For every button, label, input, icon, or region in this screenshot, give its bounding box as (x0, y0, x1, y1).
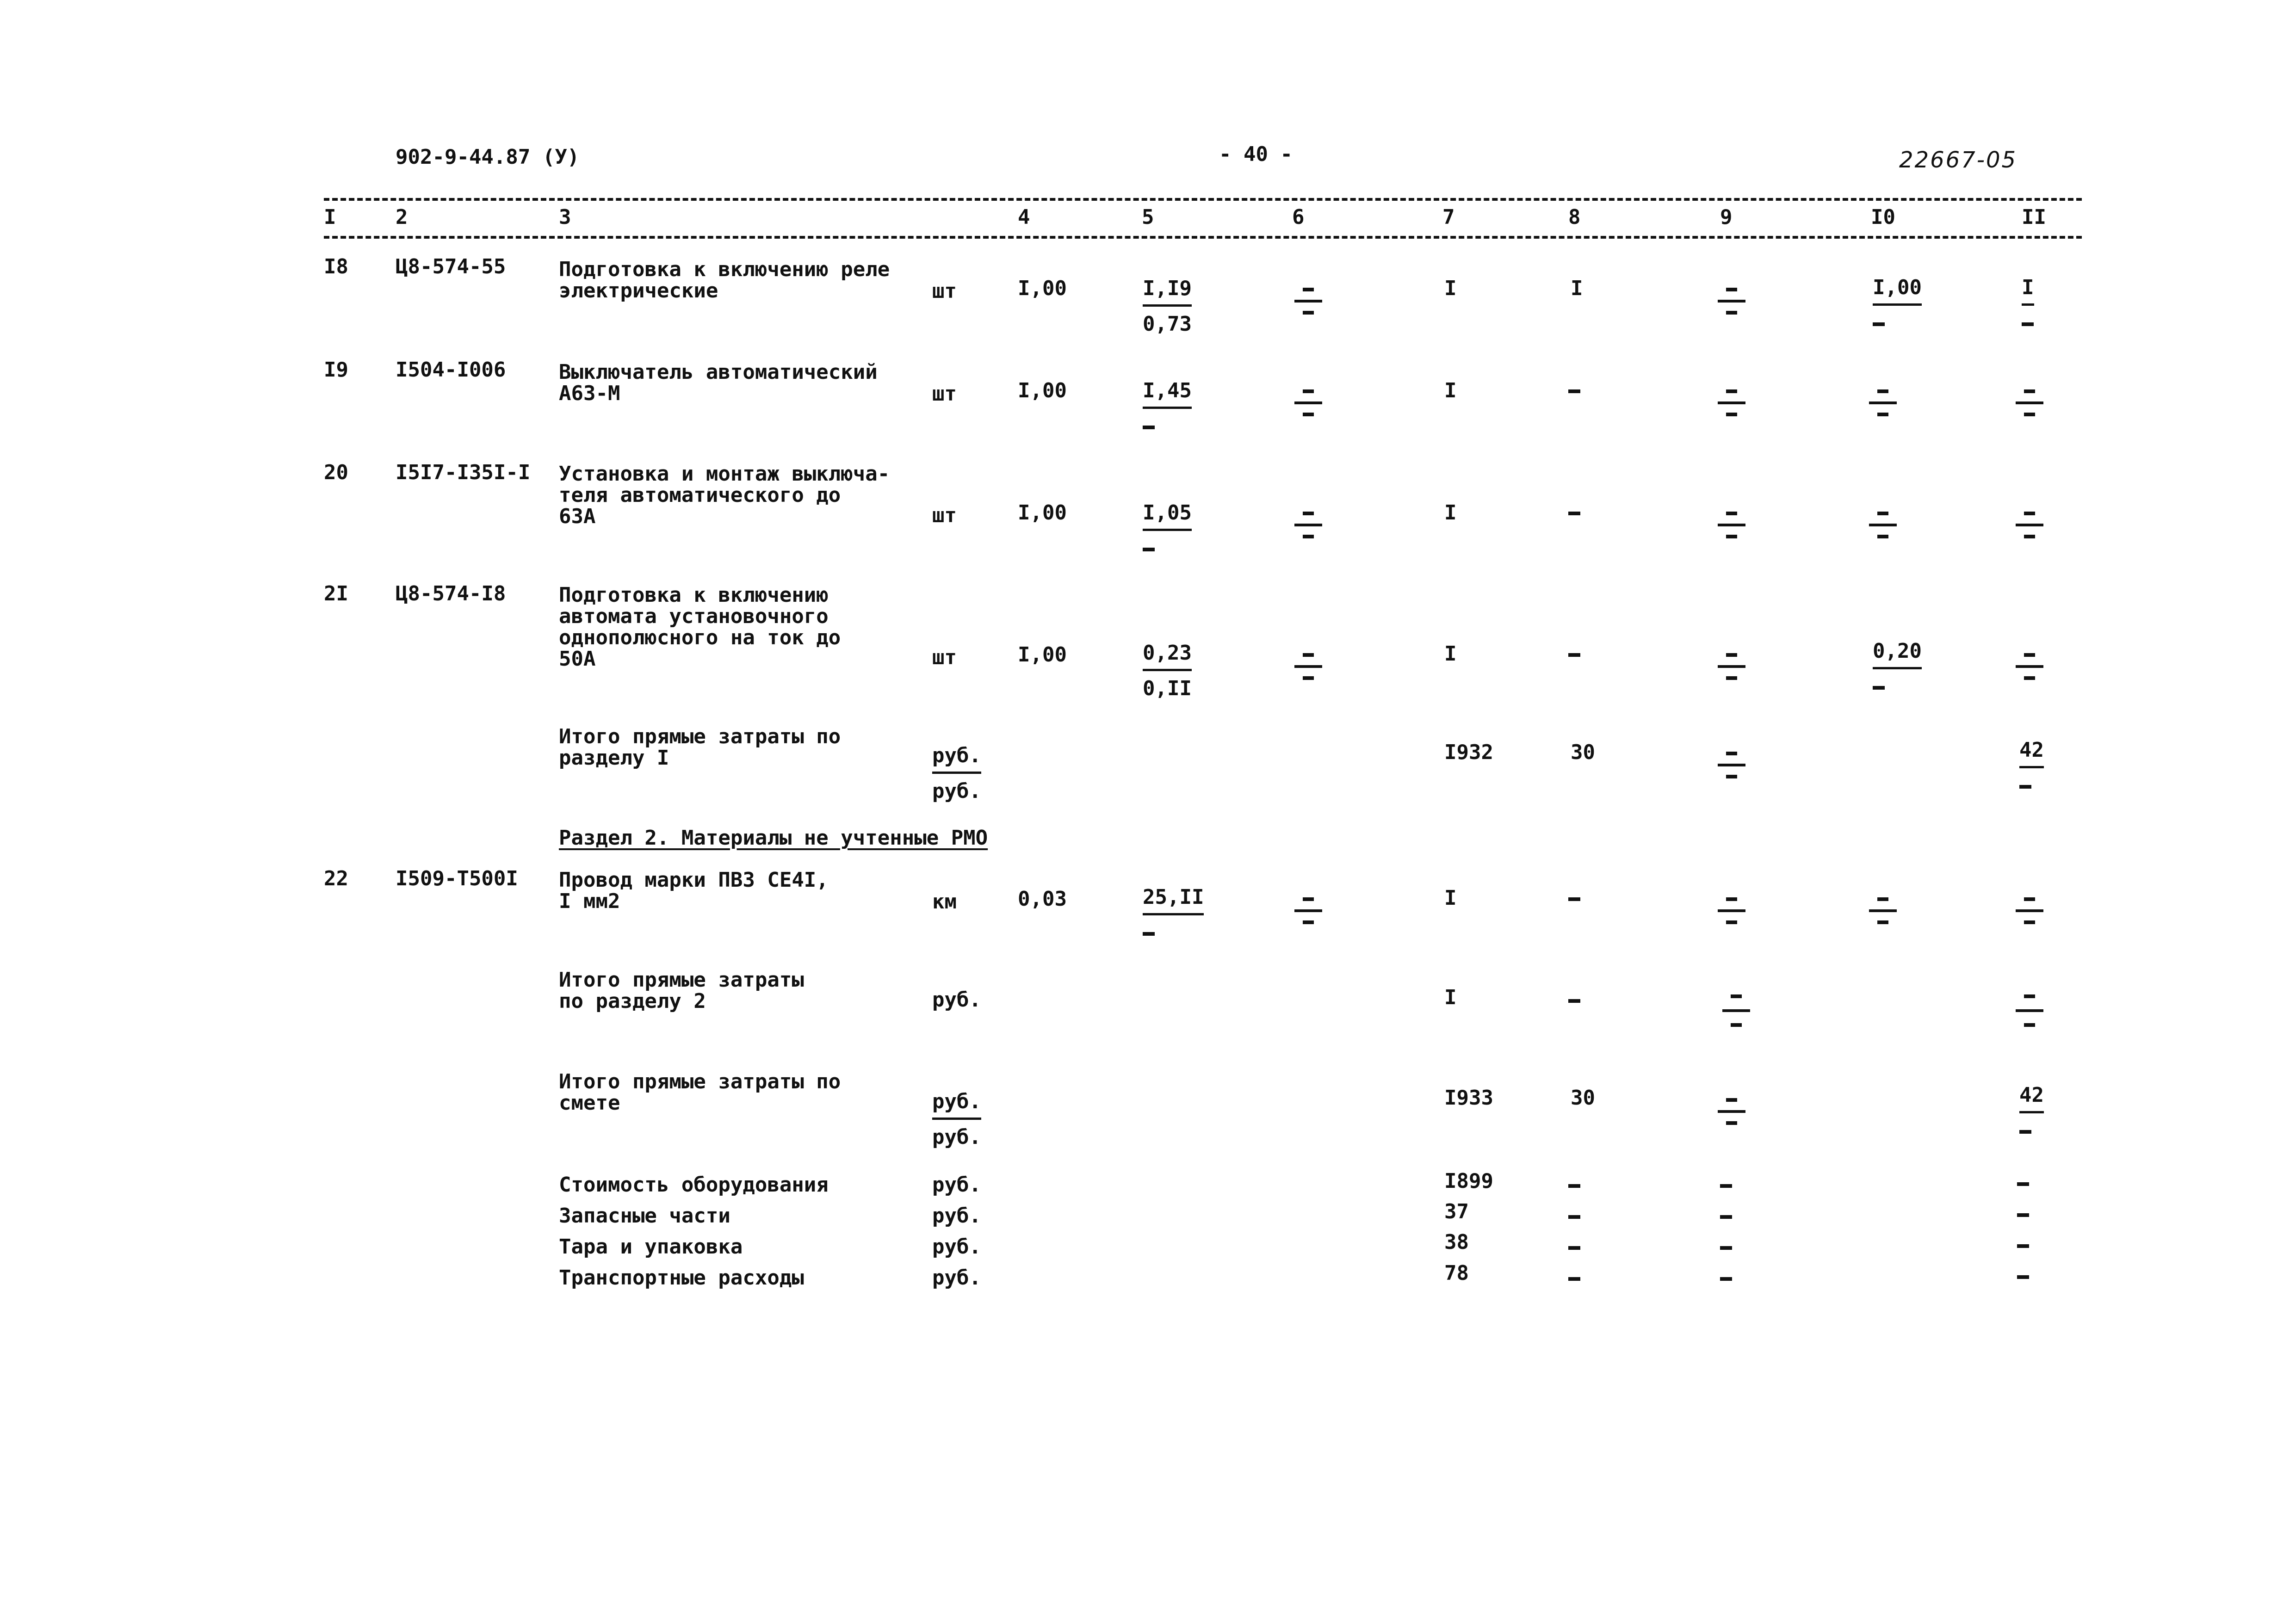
col7-value: I (1444, 501, 1457, 525)
row-code: I504-I006 (396, 358, 506, 382)
dash-fraction (2013, 512, 2046, 538)
col7-value: I932 (1444, 741, 1493, 764)
col5-fraction (1143, 503, 1192, 559)
row-description: Установка и монтаж выключа- теля автоматического до 63А (559, 462, 890, 528)
row-description: Провод марки ПВЗ СЕ4I, I мм2 (559, 868, 829, 913)
dash-fraction (1867, 512, 1899, 538)
dash-fraction (1715, 512, 1748, 538)
dash-fraction (1867, 389, 1899, 416)
col11-fraction (2019, 1085, 2044, 1141)
total-label: Итого прямые затраты по разделу 2 (559, 968, 804, 1013)
extra-col7: 78 (1444, 1261, 1469, 1285)
col7-value: I (1444, 886, 1457, 910)
extra-unit: руб. (932, 1266, 981, 1290)
col8-dash (1568, 644, 1580, 664)
extra-label: Стоимость оборудования (559, 1173, 829, 1197)
col8-value: 30 (1571, 741, 1595, 764)
col10-top: 0,20 (1873, 641, 1922, 669)
col7-value: I (1444, 379, 1457, 402)
column-header-5: 5 (1142, 205, 1154, 229)
unit-fraction (932, 1092, 981, 1148)
col8-dash (1568, 990, 1580, 1010)
section2-title: Раздел 2. Материалы не учтенные РМО (559, 826, 988, 850)
col10-fraction (1873, 278, 1922, 333)
header-rule-bottom (324, 236, 2082, 239)
dash-fraction (1715, 389, 1748, 416)
row-unit: руб. (932, 988, 981, 1012)
unit-top: руб. (932, 1092, 981, 1120)
dash-fraction (1715, 288, 1748, 315)
column-header-11: II (2022, 205, 2046, 229)
dash-fraction (1292, 653, 1324, 680)
col5-fraction (1143, 278, 1192, 334)
extra-col7: 37 (1444, 1200, 1469, 1223)
extra-unit: руб. (932, 1173, 981, 1197)
dash-fraction (2013, 994, 2046, 1027)
col5-top: I,I9 (1143, 278, 1192, 307)
extra-label: Транспортные расходы (559, 1266, 804, 1290)
dash-fraction (1292, 288, 1324, 315)
col7-value: I (1444, 277, 1457, 300)
column-header-3: 3 (559, 205, 571, 229)
col5-fraction (1143, 887, 1204, 943)
column-header-8: 8 (1568, 205, 1581, 229)
col10-top: I,00 (1873, 278, 1922, 306)
dash-fraction (1720, 994, 1752, 1027)
row-unit: шт (932, 382, 957, 406)
extra-label: Тара и упаковка (559, 1235, 743, 1259)
column-header-4: 4 (1018, 205, 1030, 229)
col8-dash (1568, 502, 1580, 523)
col8-dash (1568, 888, 1580, 908)
dash-fraction (2013, 897, 2046, 924)
col8-dash (1568, 1237, 1580, 1257)
col10-bottom-dash (1873, 306, 1885, 333)
col5-bottom: 0,II (1143, 677, 1192, 700)
col5-fraction (1143, 643, 1192, 699)
unit-bottom: руб. (932, 779, 981, 803)
dash-fraction (2013, 389, 2046, 416)
extra-unit: руб. (932, 1204, 981, 1228)
col5-bottom-dash (1143, 531, 1155, 559)
total-label: Итого прямые затраты по разделу I (559, 725, 841, 770)
row-number: 2I (324, 582, 348, 605)
row-number: I8 (324, 255, 348, 278)
dash-fraction (1867, 897, 1899, 924)
col7-value: I (1444, 642, 1457, 666)
col11-dash (2017, 1266, 2029, 1286)
row-number: 22 (324, 867, 348, 890)
row-code: Ц8-574-55 (396, 255, 506, 278)
row-quantity: I,00 (1018, 643, 1067, 667)
row-code: I5I7-I35I-I (396, 461, 531, 484)
row-quantity: I,00 (1018, 501, 1067, 525)
col10-fraction (1873, 641, 1922, 697)
dash-fraction (1292, 389, 1324, 416)
col5-top: 25,II (1143, 887, 1204, 915)
column-header-2: 2 (396, 205, 408, 229)
row-unit: шт (932, 504, 957, 527)
col7-value: I933 (1444, 1086, 1493, 1110)
col11-top: 42 (2019, 1085, 2044, 1113)
col9-dash (1720, 1175, 1732, 1195)
column-header-7: 7 (1442, 205, 1455, 229)
extra-unit: руб. (932, 1235, 981, 1259)
col8-dash (1568, 1206, 1580, 1226)
dash-fraction (1292, 512, 1324, 538)
row-unit: шт (932, 646, 957, 669)
total-label: Итого прямые затраты по смете (559, 1070, 841, 1115)
column-header-6: 6 (1292, 205, 1305, 229)
dash-fraction (1715, 653, 1748, 680)
unit-bottom: руб. (932, 1125, 981, 1149)
col11-top: I (2022, 278, 2034, 306)
col11-fraction (2022, 278, 2034, 333)
col10-bottom-dash (1873, 669, 1885, 697)
col11-dash (2017, 1235, 2029, 1255)
row-number: I9 (324, 358, 348, 382)
col11-fraction (2019, 740, 2044, 796)
col5-fraction (1143, 381, 1192, 437)
col7-value: I (1444, 986, 1457, 1009)
dash-fraction (1715, 897, 1748, 924)
col9-dash (1720, 1206, 1732, 1226)
col5-bottom: 0,73 (1143, 312, 1192, 336)
col11-top: 42 (2019, 740, 2044, 768)
col11-dash (2017, 1204, 2029, 1224)
row-number: 20 (324, 461, 348, 484)
extra-col7: I899 (1444, 1169, 1493, 1193)
column-header-10: I0 (1871, 205, 1895, 229)
row-unit: км (932, 890, 957, 914)
unit-top: руб. (932, 746, 981, 774)
col11-dash (2017, 1173, 2029, 1193)
row-unit: шт (932, 279, 957, 303)
dash-fraction (1292, 897, 1324, 924)
unit-fraction (932, 746, 981, 802)
row-description: Подготовка к включению автомата установочного однополюсного на ток до 50А (559, 583, 841, 671)
col11-bottom-dash (2022, 306, 2034, 333)
archive-number: 22667-05 (1899, 147, 2018, 173)
dash-fraction (1715, 752, 1748, 778)
column-header-9: 9 (1720, 205, 1733, 229)
col11-bottom-dash (2019, 768, 2031, 796)
col8-dash (1568, 380, 1580, 401)
row-description: Выключатель автоматический А63-М (559, 360, 878, 405)
col8-dash (1568, 1268, 1580, 1288)
col5-bottom-dash (1143, 915, 1155, 943)
dash-fraction (1715, 1098, 1748, 1125)
row-code: Ц8-574-I8 (396, 582, 506, 605)
row-quantity: I,00 (1018, 379, 1067, 402)
row-code: I509-Т500I (396, 867, 518, 890)
row-quantity: 0,03 (1018, 887, 1067, 911)
row-description: Подготовка к включению реле электрические (559, 258, 890, 303)
col8-value: I (1571, 277, 1583, 300)
dash-fraction (2013, 653, 2046, 680)
col9-dash (1720, 1268, 1732, 1288)
column-header-1: I (324, 205, 336, 229)
col8-value: 30 (1571, 1086, 1595, 1110)
col5-top: 0,23 (1143, 643, 1192, 671)
header-rule-top (324, 198, 2082, 201)
document-code: 902-9-44.87 (У) (396, 145, 580, 169)
page-number: - 40 - (1219, 142, 1293, 166)
col5-top: I,45 (1143, 381, 1192, 409)
extra-label: Запасные части (559, 1204, 730, 1228)
extra-col7: 38 (1444, 1230, 1469, 1254)
col11-bottom-dash (2019, 1113, 2031, 1141)
col5-bottom-dash (1143, 409, 1155, 437)
col9-dash (1720, 1237, 1732, 1257)
col5-top: I,05 (1143, 503, 1192, 531)
row-quantity: I,00 (1018, 277, 1067, 300)
col8-dash (1568, 1175, 1580, 1195)
